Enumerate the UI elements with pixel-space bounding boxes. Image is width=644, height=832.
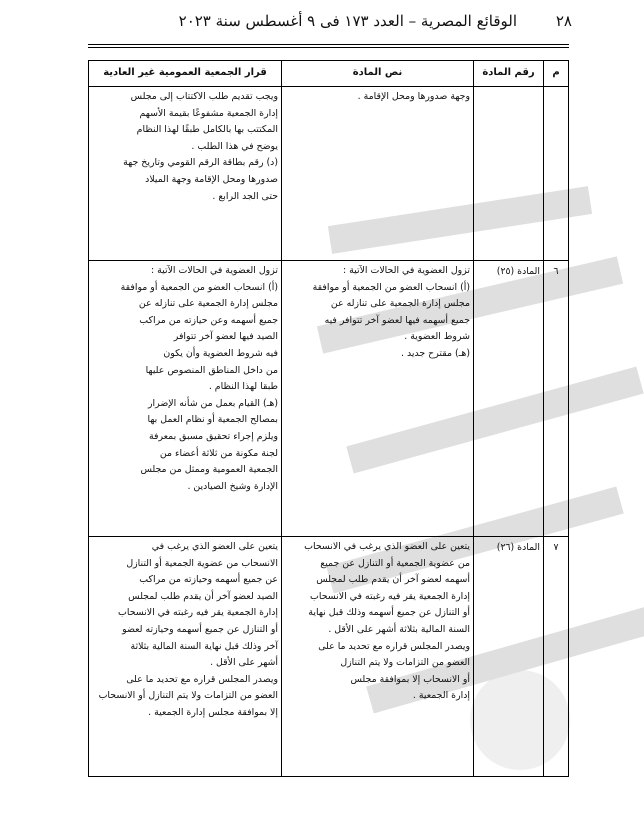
table-header-row: [89, 61, 569, 87]
text-line: صدورها ومحل الإقامة وجهة الميلاد: [145, 173, 278, 185]
text-line: ويجب تقديم طلب الاكتتاب إلى مجلس: [130, 91, 278, 102]
table-row: [89, 537, 569, 777]
text-line: السنة المالية بثلاثة أشهر على الأقل .: [328, 623, 470, 635]
table-row: [89, 87, 569, 261]
column-header-serial: م: [544, 61, 569, 87]
text-line: من داخل المناطق المنصوص عليها: [145, 364, 278, 376]
text-line: ويلزم إجراء تحقيق مسبق بمعرفة: [148, 430, 278, 442]
text-line: حتى الجد الرابع .: [212, 190, 278, 202]
text-line: شروط العضوية .: [404, 331, 470, 343]
text-line: (د) رقم بطاقة الرقم القومي وتاريخ جهة: [123, 157, 278, 169]
header-rule-second: [88, 47, 569, 48]
articles-table: [88, 60, 569, 777]
text-line: المكتتب بها بالكامل طبقًا لهذا النظام: [136, 124, 278, 136]
text-line: الجمعية العمومية وممثل من مجلس: [140, 464, 278, 476]
text-line: (أ) انسحاب العضو من الجمعية أو موافقة: [312, 281, 470, 293]
column-header-article-text: نص المادة: [282, 61, 474, 87]
text-line: يوضح في هذا الطلب .: [191, 140, 278, 152]
text-line: الصيد لعضو آخر أن يقدم طلب لمجلس: [128, 590, 278, 602]
column-header-article-number: رقم المادة: [474, 61, 544, 87]
text-line: تزول العضوية في الحالات الآتية :: [150, 265, 278, 276]
text-line: يتعين على العضو الذي يرغب في الانسحاب: [304, 541, 470, 552]
page-number: ٢٨: [555, 12, 572, 30]
text-line: فيه شروط العضوية وأن يكون: [163, 347, 278, 359]
row-serial: ٦: [544, 261, 569, 537]
row-decision-text: [89, 87, 282, 261]
text-line: (أ) انسحاب العضو من الجمعية أو موافقة: [120, 281, 278, 293]
text-line: ويصدر المجلس قراره مع تحديد ما على: [318, 640, 470, 652]
text-line: أو التنازل عن جميع أسهمه وذلك قبل نهاية: [308, 607, 470, 619]
header-rule: [88, 44, 569, 45]
text-line: إدارة الجمعية .: [412, 690, 470, 702]
text-line: أسهمه لعضو آخر أن يقدم طلب لمجلس: [316, 574, 470, 586]
row-serial: [544, 87, 569, 261]
text-line: العضو من التزامات ولا يتم التنازل أو الانسحاب: [98, 690, 278, 702]
text-line: أو الانسحاب إلا بموافقة مجلس: [350, 673, 470, 685]
text-line: يتعين على العضو الذي يرغب في: [151, 541, 278, 552]
column-header-assembly-decision: قرار الجمعية العمومية غير العادية: [89, 61, 282, 87]
text-line: (هـ) مقترح جديد .: [401, 347, 470, 359]
text-line: تزول العضوية في الحالات الآتية :: [342, 265, 470, 276]
text-line: إدارة الجمعية يقر فيه رغبته في الانسحاب: [118, 607, 278, 619]
row-decision-text: [89, 537, 282, 777]
page-header: [72, 8, 572, 38]
text-line: جميع أسهمه فيها لعضو آخر تتوافر فيه: [324, 314, 470, 326]
text-line: الانسحاب من عضوية الجمعية أو التنازل: [126, 557, 278, 569]
text-line: أشهر على الأقل .: [210, 657, 278, 669]
row-article-number: [474, 87, 544, 261]
row-article-number: المادة (٢٦): [474, 537, 544, 777]
text-line: أو التنازل عن جميع أسهمه وحيازته لعضو: [122, 623, 278, 635]
gazette-title: الوقائع المصرية – العدد ١٧٣ فى ٩ أغسطس سنة ٢٠٢٣: [178, 12, 517, 30]
row-decision-text: [89, 261, 282, 537]
text-line: وجهة صدورها ومحل الإقامة .: [357, 91, 470, 102]
text-line: إدارة الجمعية مشفوعًا بقيمة الأسهم: [139, 107, 278, 119]
row-article-text: [282, 87, 474, 261]
text-line: بمصالح الجمعية أو نظام العمل بها: [147, 414, 278, 426]
table-row: [89, 261, 569, 537]
text-line: من عضوية الجمعية أو التنازل عن جميع: [320, 557, 470, 569]
text-line: إدارة الجمعية يقر فيه رغبته في الانسحاب: [310, 590, 470, 602]
row-article-text: [282, 537, 474, 777]
text-line: آخر وذلك قبل نهاية السنة المالية بثلاثة: [130, 640, 278, 652]
text-line: عن جميع أسهمه وحيازته من مراكب: [139, 574, 278, 586]
text-line: إلا بموافقة مجلس إدارة الجمعية .: [148, 706, 278, 718]
text-line: مجلس إدارة الجمعية على تنازله عن: [330, 298, 470, 310]
text-line: جميع أسهمه وعن حيازته من مراكب: [139, 314, 278, 326]
row-serial: ٧: [544, 537, 569, 777]
text-line: العضو من التزامات ولا يتم التنازل: [340, 657, 470, 669]
text-line: الإدارة وشيخ الصيادين .: [187, 480, 278, 492]
row-article-text: [282, 261, 474, 537]
text-line: (هـ) القيام بعمل من شأنه الإضرار: [148, 397, 278, 409]
text-line: الصيد فيها لعضو آخر تتوافر: [173, 331, 278, 343]
text-line: مجلس إدارة الجمعية على تنازله عن: [138, 298, 278, 310]
text-line: ويصدر المجلس قراره مع تحديد ما على: [126, 673, 278, 685]
text-line: لجنة مكونة من ثلاثة أعضاء من: [159, 447, 278, 459]
row-article-number: المادة (٢٥): [474, 261, 544, 537]
text-line: طبقا لهذا النظام .: [208, 381, 278, 393]
